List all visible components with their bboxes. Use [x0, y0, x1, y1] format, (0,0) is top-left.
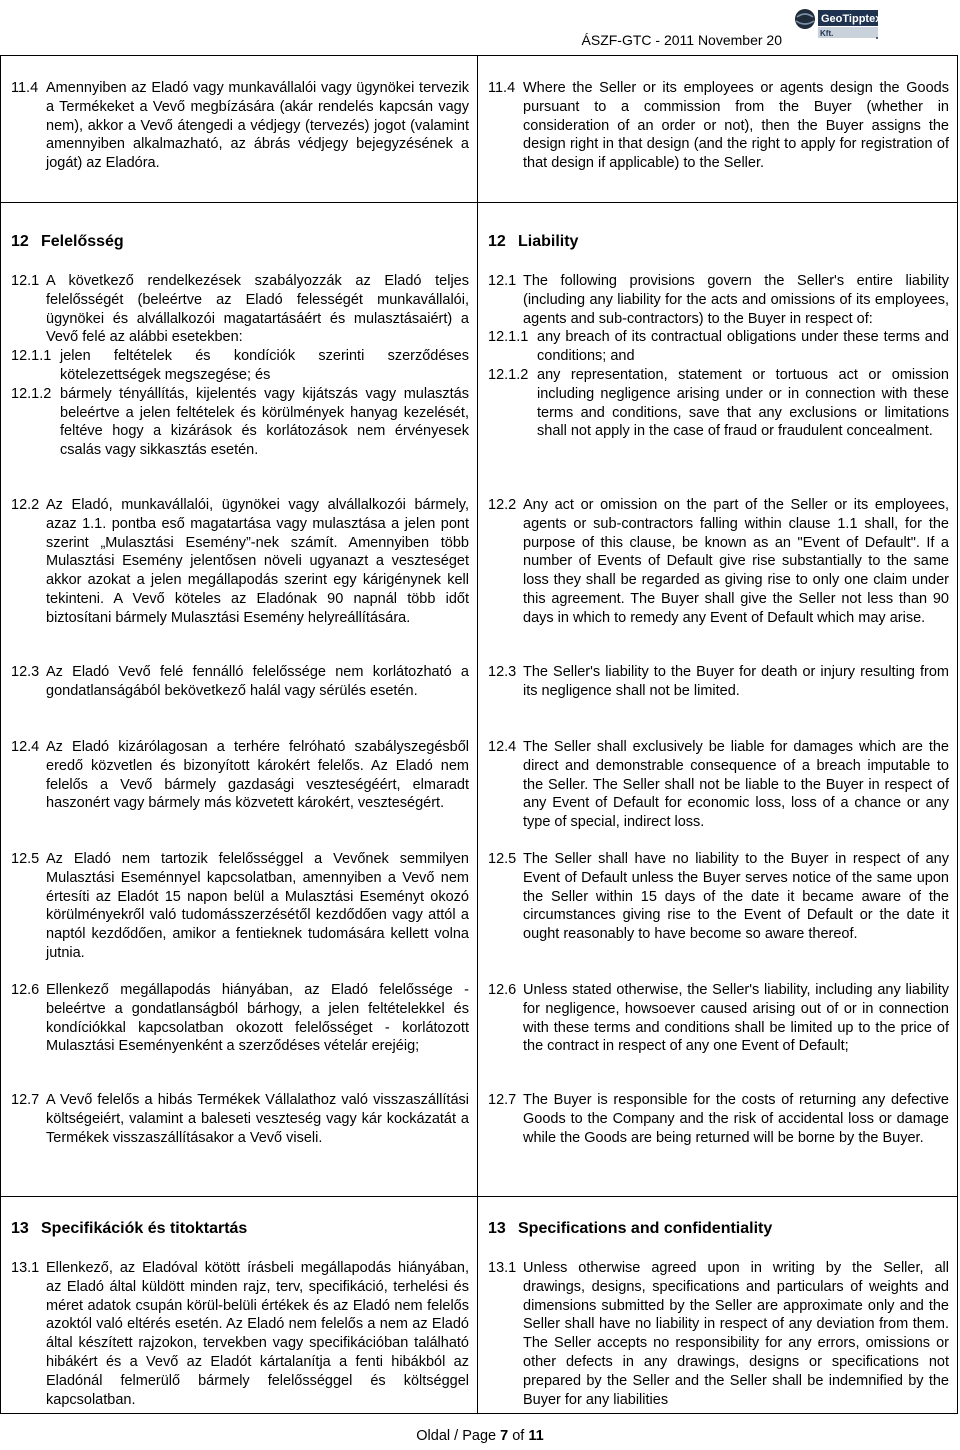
- clause-12-5-hu: 12.5 Az Eladó nem tartozik felelősséggel a Vevőnek semmilyen Mulasztási Eseménnyel kapcsolatban, amennyiben a Vevő nem értesíti az Eladót 15 napon belül a Mulasztási Eseményt okozó körülményekről való tudomásszerzésétől kezdődően vagy attól a naptól kezdődően, amikor a fentieknek tudomására kellett volna jutnia.: [11, 851, 469, 961]
- clause-12-1-en: 12.1 The following provisions govern the Seller's entire liability (including any liability for the acts and omissions of its employees, agents and sub-contractors) to the Buyer in respect of: 12.1.1 any breach of its contractual obligations under these terms and conditions; and 12.1.2 any representation, statement or tortuous act or omission including negligence arising under or in connection with these terms and conditions, save that any exclusions or limitations shall not apply in the case of fraud or fraudulent concealment.: [488, 273, 949, 440]
- clause-12-7-en: 12.7 The Buyer is responsible for the costs of returning any defective Goods to the Company and the risk of accidental loss or damage while the Goods are being returned will be borne by the Buyer.: [488, 1092, 949, 1146]
- clause-13-1-hu: 13.1 Ellenkező, az Eladóval kötött írásbeli megállapodás hiányában, az Eladó által küldött minden rajz, terv, specifikáció, terhelési és méret adatok csupán körül-belüli értékek és az Eladó nem felelős azoktól való eltérés esetén. Az Eladó nem felelős a nem az Eladó által készített rajzokon, tervekben vagy specifikációban található hibákért és a Vevő az Eladót kártalanítja a fenti hibákból az Eladónál felmerülő bármely felelősséggel és költséggel kapcsolatban.: [11, 1260, 469, 1408]
- clause-11-4-en: 11.4 Where the Seller or its employees or agents design the Goods pursuant to a commission from the Buyer (whether in consideration of an order or not), then the Buyer assigns the design right in that design (and the right to apply for registration of that design if applicable) to the Seller.: [488, 80, 949, 172]
- section-13-heading-en: 13 Specifications and confidentiality: [488, 1220, 773, 1237]
- hungarian-column: [11, 56, 469, 1413]
- page-footer: [0, 1428, 960, 1444]
- section-13-heading-hu: 13 Specifikációk és titoktartás: [11, 1220, 248, 1237]
- clause-11-4-hu: [11, 79, 469, 173]
- clause-13-1-en: 13.1 Unless otherwise agreed upon in writing by the Seller, all drawings, designs, specifications and particulars of weights and dimensions submitted by the Seller are approximate only and the Seller shall have no liability in respect of any deviation from them. The Seller accepts no responsibility for any errors, omissions or other defects in any drawings, designs or specifications not prepared by the Seller and the Seller shall be indemnified by the Buyer for any liabilities: [488, 1260, 949, 1408]
- page-header: [0, 0, 960, 55]
- document-identifier: ÁSZF-GTC - 2011 November 20: [581, 32, 782, 48]
- column-divider: [477, 56, 478, 1413]
- section-12-heading-en: 12 Liability: [488, 233, 579, 250]
- page-label: Oldal / Page: [416, 1428, 497, 1444]
- clause-number: 11.4: [11, 80, 39, 96]
- clause-12-7-hu: 12.7 A Vevő felelős a hibás Termékek Vállalathoz való visszaszállítási költségeiért, valamint a baleseti veszteség vagy kár kockázatát a Termékek visszaszállításakor a Vevő viseli.: [11, 1092, 469, 1146]
- clause-12-4-hu: 12.4 Az Eladó kizárólagosan a terhére felróható szabályszegésből eredő közvetlen és bizonyított károkért felelős. Az Eladó nem felelős a Vevő bármely gazdasági veszteségéért, elmaradt haszonért vagy bármely más közvetett károkért, veszteségért.: [11, 739, 469, 812]
- bilingual-terms-table: [0, 55, 958, 1414]
- clause-12-2-hu: 12.2 Az Eladó, munkavállalói, ügynökei vagy alvállalkozói bármely, azaz 1.1. pontba eső magatartása vagy mulasztása a jelen pont szerint „Mulasztási Esemény”-nek számít. Amennyiben több Mulasztási Esemény jelentősen növeli ugyanazt a veszteséget akkor azokat a jelen megállapodás szerint egy kárigénynek kell tekinteni. A Vevő köteles az Eladónak 90 napnál több időt biztosítani bármely Mulasztási Esemény helyreállítására.: [11, 497, 469, 626]
- clause-12-6-hu: 12.6 Ellenkező megállapodás hiányában, az Eladó felelőssége -beleértve a gondatlanságból bárhogy, a jelen feltételekkel és kondíciókkal kapcsolatban okozott felelősséget - korlátozott Mulasztási Eseményenként a szerződéses vételár erejéig;: [11, 982, 469, 1055]
- clause-12-3-en: 12.3 The Seller's liability to the Buyer for death or injury resulting from its negligence shall not be limited.: [488, 664, 949, 699]
- section-12-heading-hu: 12 Felelősség: [11, 233, 124, 250]
- clause-text: Amennyiben az Eladó vagy munkavállalói vagy ügynökei tervezik a Termékeket a Vevő megbízására (akár rendelés kapcsán vagy nem), akkor a Vevő átengedi a védjegy (tervezés) jogot (valamint amennyiben alkalmazható, az ábrás védjegy bejegyzésének a jogát) az Eladóra.: [46, 80, 469, 172]
- clause-12-1-hu: 12.1 A következő rendelkezések szabályozzák az Eladó teljes felelősségét (beleértve az Eladó felességét munkavállalói, ügynökei és alvállalkozói magatartásáért és mulasztásaiért) a Vevő felé az alábbi esetekben: 12.1.1 jelen feltételek és kondíciók szerinti szerződéses kötelezettségek megszegése; és 12.1.2 bármely tényállítás, kijelentés vagy kijátszás vagy mulasztás beleértve a jelen feltételek és körülmények hanyag kezelését, feltéve hogy a kizárások és korlátozások nem érvényesek csalás vagy sikkasztás esetén.: [11, 273, 469, 459]
- clause-12-4-en: 12.4 The Seller shall exclusively be liable for damages which are the direct and demonstrable consequence of a breach imputable to the Seller. The Seller shall not be liable to the Buyer in respect of any Event of Default for economic loss, loss of a chance or any type of special, indirect loss.: [488, 739, 949, 831]
- clause-12-6-en: 12.6 Unless stated otherwise, the Seller's liability, including any liability for negligence, howsoever caused arising out of or in connection with these terms and conditions shall be limited up to the price of the contract in respect of any one Event of Default;: [488, 982, 949, 1055]
- total-page-count: 11: [528, 1428, 544, 1444]
- logo-text: GeoTipptex: [821, 13, 881, 25]
- company-logo: [793, 6, 881, 40]
- english-column: [488, 56, 949, 1413]
- current-page-number: 7: [500, 1428, 509, 1444]
- clause-12-5-en: 12.5 The Seller shall have no liability to the Buyer in respect of any Event of Default unless the Buyer serves notice of the same upon the Seller within 15 days of the date it became aware of the circumstances giving rise to the Event of Default or the date it ought reasonably to have become so aware thereof.: [488, 851, 949, 943]
- clause-12-2-en: 12.2 Any act or omission on the part of the Seller or its employees, agents or sub-contractors falling within clause 1.1 shall, for the purpose of this clause, be known as an "Event of Default". If a number of Events of Default give rise substantially to the same loss they shall be regarded as giving rise to only one claim under this agreement. The Buyer shall give the Seller not less than 90 days in which to remedy any Event of Default which may arise.: [488, 497, 949, 626]
- page-of: of: [512, 1428, 525, 1444]
- logo-subtext: Kft.: [820, 29, 834, 38]
- clause-12-3-hu: 12.3 Az Eladó Vevő felé fennálló felelőssége nem korlátozható a gondatlanságából bekövetkező halál vagy sérülés esetén.: [11, 664, 469, 699]
